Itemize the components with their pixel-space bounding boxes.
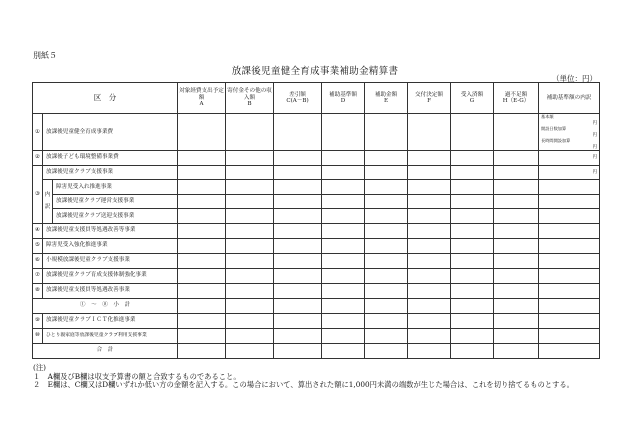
table-row [33,165,600,180]
header-col-h: 過不足額 H（E-G） [494,83,539,114]
row-label: 放課後児童クラブＩＣＴ化推進事業 [43,313,178,328]
breakdown-base: 基本額 [541,114,554,119]
table-row [33,223,600,238]
row-label: 放課後児童健全育成事業費 [43,114,178,151]
yen-mark: 円 [592,132,598,138]
note-2: ２ E欄は、C欄又はD欄いずれか低い方の金額を記入する。この場合において、算出された額に1,000円未満の端数が生じた場合は、これを切り捨てるものとする。 [33,380,574,390]
header-kubun: 区 分 [33,83,178,114]
table-row [33,268,600,283]
table-row [33,209,600,224]
row-number: ④ [33,223,43,238]
notes-section [33,364,593,390]
row-label: 放課後子ども環境整備事業費 [43,150,178,165]
header-col-a: 対象経費支出予定額 A [178,83,226,114]
header-col-i: 補助基準額の内訳 [539,83,600,114]
yen-mark: 円 [539,150,600,165]
breakdown-long-hours: 長時間開設加算 [541,137,571,143]
table-row [33,114,600,151]
row-number: ⑩ [33,328,43,343]
total-row [33,343,600,358]
header-col-b: 寄付金その他の収入額 B [226,83,274,114]
document-title: 放課後児童健全育成事業補助金精算書 [231,66,399,77]
row-number: ② [33,150,43,165]
header-col-e: 補助金額 E [365,83,408,114]
table-row [33,328,600,343]
yen-mark: 円 [539,165,600,180]
row-label: 障害児受入れ推進事業 [53,180,178,195]
row-number: ⑦ [33,268,43,283]
table-row [33,253,600,268]
unit-label: （単位：円） [552,74,597,83]
header-col-c: 差引額 C(A－B) [274,83,322,114]
row-number: ⑤ [33,238,43,253]
row-label: 小規模放課後児童クラブ支援事業 [43,253,178,268]
table-row [33,283,600,298]
row-label: 放課後児童クラブ支援事業 [43,165,178,180]
row-label: 放課後児童支援員等処遇改善事業 [43,283,178,298]
note-1: １ A欄及びB欄は収支予算書の額と合致するものであること。 [33,371,241,381]
row-number: ① [33,114,43,151]
breakdown-marker: 内 訳 [43,180,53,224]
subtotal-row [33,298,600,313]
attachment-label: 別紙５ [33,51,57,60]
header-col-g: 受入済額 G [451,83,494,114]
table-row [33,150,600,165]
subtotal-label: ① ～ ⑧ 小 計 [33,298,178,313]
row-number: ③ [33,165,43,223]
total-label: 合 計 [33,343,178,358]
table-row [33,194,600,209]
row-number: ⑨ [33,313,43,328]
header-col-f: 交付決定額 F [408,83,451,114]
row-label: 放課後児童クラブ育成支援体制強化事業 [43,268,178,283]
row-number: ⑥ [33,253,43,268]
header-col-d: 補助基準額 D [322,83,365,114]
breakdown-cell [539,114,600,151]
row-label: 放課後児童クラブ運営支援事業 [53,194,178,209]
header-row [33,83,600,114]
breakdown-opening: 開設日数加算 [541,125,567,131]
yen-mark: 円 [592,120,598,126]
row-label: 放課後児童クラブ送迎支援事業 [53,209,178,224]
row-label: ひとり親家庭等放課後児童クラブ利用支援事業 [43,328,178,343]
yen-mark: 円 [592,144,598,150]
notes-heading: (注) [33,363,46,372]
row-number: ⑧ [33,283,43,298]
row-label: 放課後児童支援員等処遇改善等事業 [43,223,178,238]
row-label: 障害児受入強化推進事業 [43,238,178,253]
table-row [33,238,600,253]
table-row [33,313,600,328]
settlement-table [32,82,600,359]
table-row [33,180,600,195]
